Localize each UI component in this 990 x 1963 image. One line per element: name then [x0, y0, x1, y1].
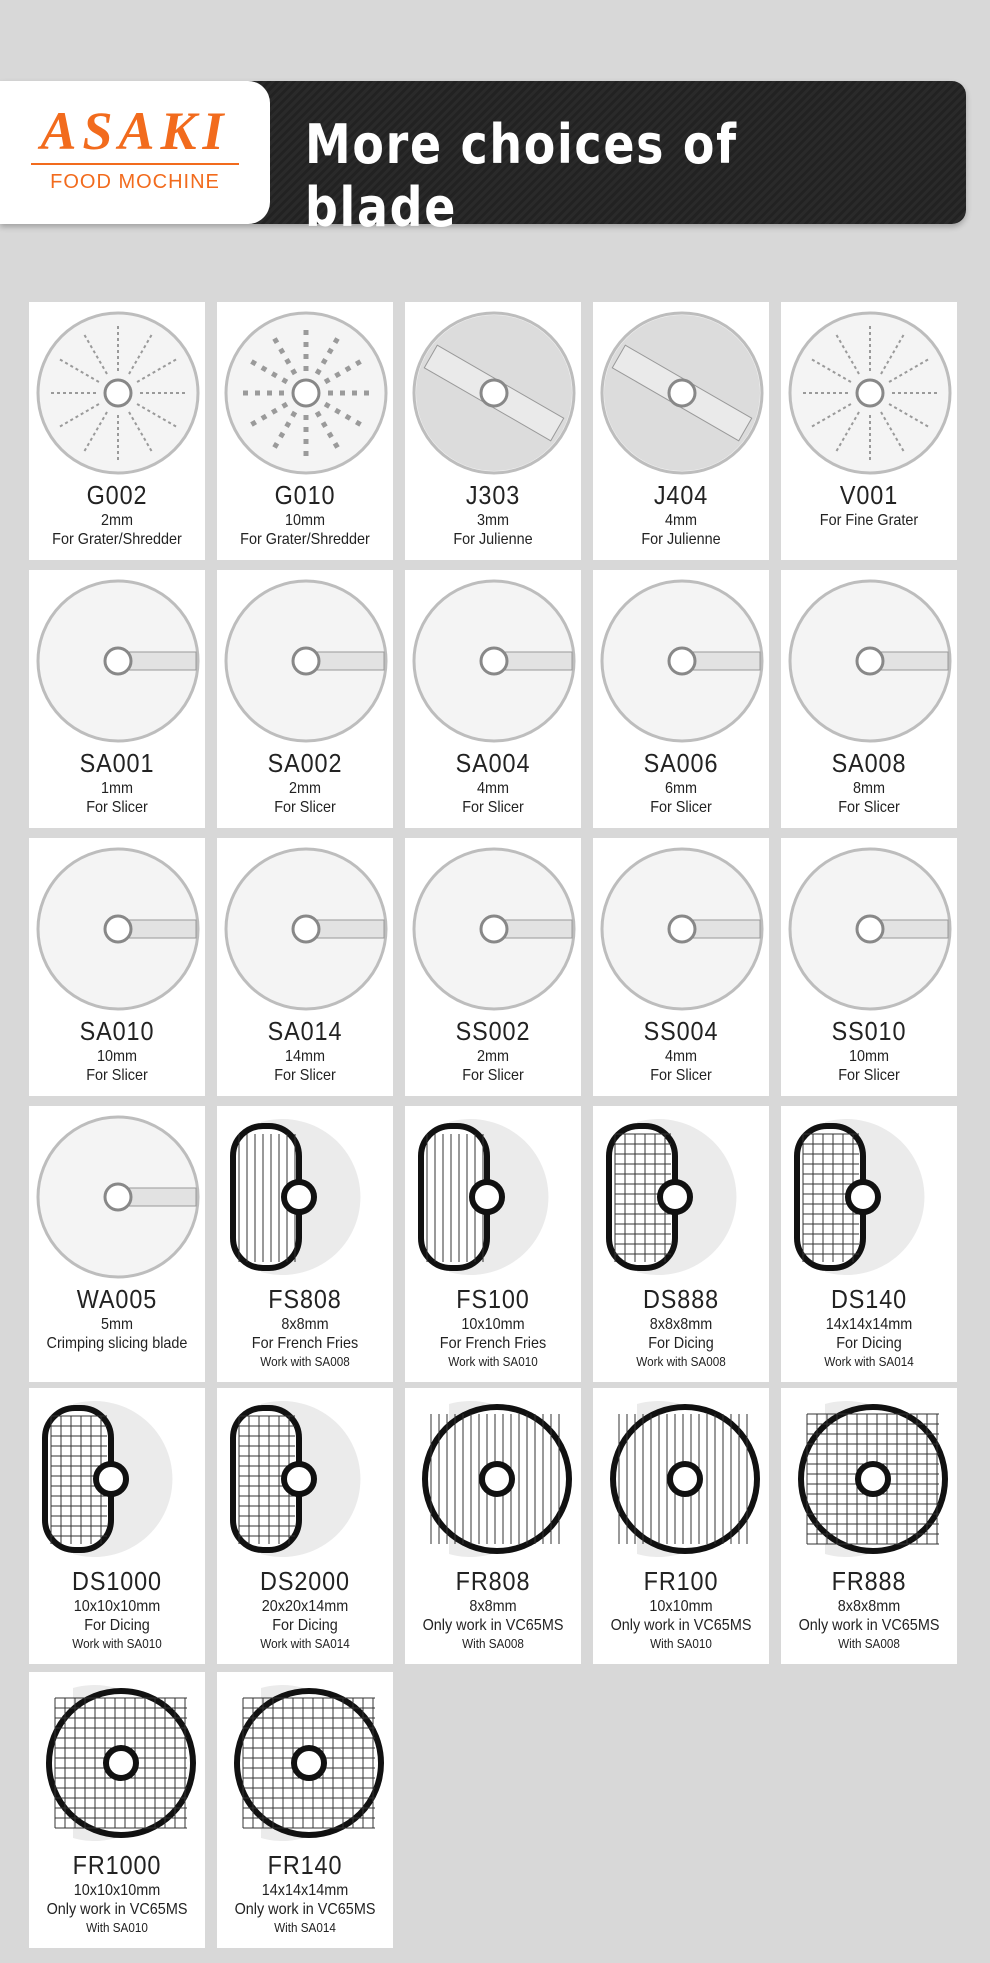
blade-caption: [781, 480, 957, 530]
blade-code: J303: [465, 480, 521, 510]
blade-caption: [217, 1566, 393, 1651]
blade-code: SA004: [455, 748, 531, 778]
blade-caption: [593, 748, 769, 818]
fries-grid-icon: [221, 1112, 391, 1282]
round-fries-grid-icon: [597, 1394, 767, 1564]
blade-code: DS2000: [260, 1566, 350, 1596]
blade-caption: [405, 1566, 581, 1651]
fries-grid-icon: [409, 1112, 579, 1282]
blade-code: SA001: [79, 748, 155, 778]
blade-code: SA002: [267, 748, 343, 778]
blade-code: FR100: [643, 1566, 719, 1596]
blade-code: SA008: [831, 748, 907, 778]
blade-note: With SA010: [86, 1919, 148, 1935]
blade-use: For Slicer: [86, 1067, 148, 1085]
blade-code: SA006: [643, 748, 719, 778]
blade-caption: [217, 1850, 393, 1935]
blade-note: Work with SA010: [448, 1353, 538, 1369]
blade-size: For Fine Grater: [819, 512, 919, 530]
slicer-disc-icon: [785, 576, 955, 746]
blade-size: 3mm: [476, 512, 510, 530]
blade-size: 4mm: [664, 1048, 698, 1066]
blade-code: J404: [653, 480, 709, 510]
blade-code: FS100: [456, 1284, 530, 1314]
blade-card-sa010: [29, 838, 205, 1096]
blade-caption: [405, 480, 581, 550]
blade-use: For Dicing: [836, 1335, 902, 1353]
blade-card-ds888: [593, 1106, 769, 1382]
blade-size: 10x10x10mm: [73, 1598, 161, 1616]
blade-use: Only work in VC65MS: [798, 1617, 940, 1635]
dicing-grid-icon: [597, 1112, 767, 1282]
brand-name: ASAKI: [40, 101, 230, 161]
blade-use: For Slicer: [462, 799, 524, 817]
logo-divider: [31, 163, 239, 165]
brand-subtitle: FOOD MOCHINE: [50, 171, 220, 193]
dicing-grid-icon: [221, 1394, 391, 1564]
blade-caption: [405, 1016, 581, 1086]
slicer-disc-icon: [221, 576, 391, 746]
blade-code: DS888: [642, 1284, 720, 1314]
blade-use: For Slicer: [650, 1067, 712, 1085]
blade-caption: [29, 1566, 205, 1651]
blade-note: Work with SA014: [260, 1635, 350, 1651]
blade-use: Only work in VC65MS: [610, 1617, 752, 1635]
blade-card-sa002: [217, 570, 393, 828]
blade-caption: [217, 748, 393, 818]
blade-size: 8mm: [852, 780, 886, 798]
blade-note: With SA010: [650, 1635, 712, 1651]
blade-use: For Grater/Shredder: [240, 531, 370, 549]
blade-size: 8x8x8mm: [837, 1598, 901, 1616]
slicer-disc-icon: [597, 844, 767, 1014]
blade-use: For Julienne: [453, 531, 533, 549]
slicer-disc-icon: [409, 576, 579, 746]
grater-disc-icon: [33, 308, 203, 478]
brand-logo: [0, 81, 270, 224]
blade-use: For French Fries: [251, 1335, 359, 1353]
blade-card-fr100: [593, 1388, 769, 1664]
round-dicing-grid-icon: [221, 1678, 391, 1848]
blade-code: DS140: [830, 1284, 908, 1314]
blade-code: DS1000: [72, 1566, 162, 1596]
blade-card-ds140: [781, 1106, 957, 1382]
blade-use: For Slicer: [86, 799, 148, 817]
blade-code: SA014: [267, 1016, 343, 1046]
slicer-disc-icon: [221, 844, 391, 1014]
blade-size: 10mm: [96, 1048, 137, 1066]
blade-size: 8x8mm: [281, 1316, 329, 1334]
blade-caption: [217, 1016, 393, 1086]
blade-use: Only work in VC65MS: [234, 1901, 376, 1919]
blade-size: 10x10x10mm: [73, 1882, 161, 1900]
blade-card-ds2000: [217, 1388, 393, 1664]
blade-code: SA010: [79, 1016, 155, 1046]
blade-size: 8x8x8mm: [649, 1316, 713, 1334]
blade-note: With SA014: [274, 1919, 336, 1935]
slicer-disc-icon: [785, 844, 955, 1014]
blade-size: 10mm: [848, 1048, 889, 1066]
blade-card-j303: [405, 302, 581, 560]
blade-use: For Slicer: [650, 799, 712, 817]
blade-size: 10x10mm: [649, 1598, 713, 1616]
blade-caption: [781, 748, 957, 818]
blade-code: FR888: [831, 1566, 907, 1596]
blade-use: Only work in VC65MS: [46, 1901, 188, 1919]
blade-use: For Slicer: [274, 799, 336, 817]
blade-use: For French Fries: [439, 1335, 547, 1353]
blade-card-j404: [593, 302, 769, 560]
blade-card-sa004: [405, 570, 581, 828]
blade-size: 14mm: [284, 1048, 325, 1066]
blade-caption: [593, 480, 769, 550]
blade-note: Work with SA014: [824, 1353, 914, 1369]
blade-size: 6mm: [664, 780, 698, 798]
blade-size: 10x10mm: [461, 1316, 525, 1334]
blade-code: FS808: [268, 1284, 342, 1314]
blade-card-v001: [781, 302, 957, 560]
blade-card-sa014: [217, 838, 393, 1096]
round-fries-grid-icon: [409, 1394, 579, 1564]
blade-size: 10mm: [284, 512, 325, 530]
blade-card-fs100: [405, 1106, 581, 1382]
blade-card-fs808: [217, 1106, 393, 1382]
blade-use: For Dicing: [272, 1617, 338, 1635]
julienne-disc-icon: [597, 308, 767, 478]
blade-caption: [593, 1284, 769, 1369]
julienne-disc-icon: [409, 308, 579, 478]
blade-code: SS002: [455, 1016, 531, 1046]
page-title: More choices of blade: [305, 113, 738, 239]
blade-size: 8x8mm: [469, 1598, 517, 1616]
blade-code: WA005: [76, 1284, 158, 1314]
blade-use: For Slicer: [462, 1067, 524, 1085]
blade-card-g010: [217, 302, 393, 560]
blade-card-wa005: [29, 1106, 205, 1382]
blade-card-fr140: [217, 1672, 393, 1948]
blade-card-fr1000: [29, 1672, 205, 1948]
round-dicing-grid-icon: [33, 1678, 203, 1848]
blade-size: 5mm: [100, 1316, 134, 1334]
blade-code: FR808: [455, 1566, 531, 1596]
blade-use: For Slicer: [838, 799, 900, 817]
blade-code: SS004: [643, 1016, 719, 1046]
blade-use: For Slicer: [838, 1067, 900, 1085]
shredder-disc-icon: [221, 308, 391, 478]
fine-grater-disc-icon: [785, 308, 955, 478]
blade-code: G002: [86, 480, 148, 510]
blade-caption: [29, 1284, 205, 1354]
blade-code: V001: [839, 480, 899, 510]
blade-use: For Grater/Shredder: [52, 531, 182, 549]
blade-size: 4mm: [664, 512, 698, 530]
blade-caption: [781, 1284, 957, 1369]
blade-card-sa006: [593, 570, 769, 828]
blade-note: Work with SA008: [636, 1353, 726, 1369]
blade-size: 14x14x14mm: [261, 1882, 349, 1900]
blade-code: FR140: [267, 1850, 343, 1880]
blade-card-fr888: [781, 1388, 957, 1664]
blade-use: For Slicer: [274, 1067, 336, 1085]
slicer-disc-icon: [409, 844, 579, 1014]
blade-caption: [217, 480, 393, 550]
blade-size: 2mm: [288, 780, 322, 798]
blade-caption: [405, 1284, 581, 1369]
blade-note: Work with SA010: [72, 1635, 162, 1651]
blade-caption: [781, 1016, 957, 1086]
blade-caption: [29, 1016, 205, 1086]
blade-use: For Dicing: [648, 1335, 714, 1353]
blade-size: 2mm: [100, 512, 134, 530]
slicer-disc-icon: [597, 576, 767, 746]
blade-card-ss010: [781, 838, 957, 1096]
blade-note: With SA008: [838, 1635, 900, 1651]
blade-size: 4mm: [476, 780, 510, 798]
dicing-grid-icon: [785, 1112, 955, 1282]
blade-card-sa008: [781, 570, 957, 828]
blade-card-ss002: [405, 838, 581, 1096]
blade-use: For Julienne: [641, 531, 721, 549]
blade-caption: [217, 1284, 393, 1369]
blade-caption: [29, 748, 205, 818]
blade-size: 20x20x14mm: [261, 1598, 349, 1616]
blade-card-ds1000: [29, 1388, 205, 1664]
blade-caption: [405, 748, 581, 818]
blade-card-g002: [29, 302, 205, 560]
slicer-disc-icon: [33, 576, 203, 746]
blade-code: FR1000: [72, 1850, 162, 1880]
blade-use: Crimping slicing blade: [46, 1335, 188, 1353]
blade-size: 1mm: [100, 780, 134, 798]
slicer-disc-icon: [33, 844, 203, 1014]
blade-code: G010: [274, 480, 336, 510]
dicing-grid-icon: [33, 1394, 203, 1564]
blade-note: Work with SA008: [260, 1353, 350, 1369]
blade-caption: [29, 1850, 205, 1935]
crimping-disc-icon: [33, 1112, 203, 1282]
blade-use: For Dicing: [84, 1617, 150, 1635]
blade-card-fr808: [405, 1388, 581, 1664]
blade-caption: [593, 1016, 769, 1086]
blade-caption: [29, 480, 205, 550]
blade-size: 2mm: [476, 1048, 510, 1066]
round-dicing-grid-icon: [785, 1394, 955, 1564]
blade-size: 14x14x14mm: [825, 1316, 913, 1334]
blade-caption: [593, 1566, 769, 1651]
blade-code: SS010: [831, 1016, 907, 1046]
blade-card-sa001: [29, 570, 205, 828]
blade-card-ss004: [593, 838, 769, 1096]
blade-caption: [781, 1566, 957, 1651]
blade-use: Only work in VC65MS: [422, 1617, 564, 1635]
blade-note: With SA008: [462, 1635, 524, 1651]
